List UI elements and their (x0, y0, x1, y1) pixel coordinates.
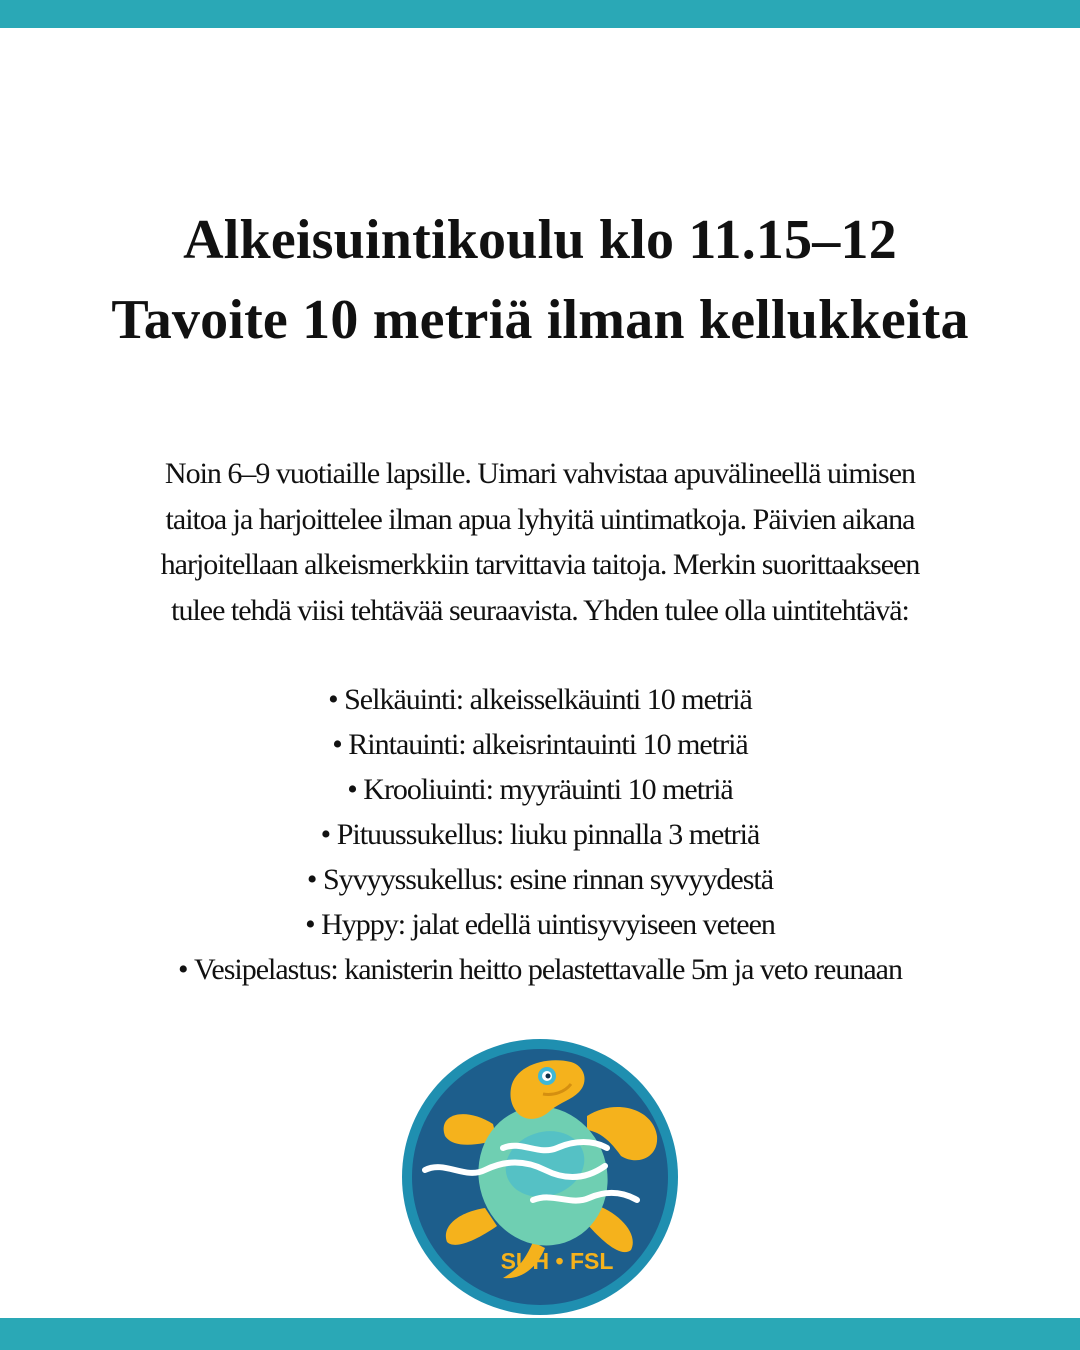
intro-line: tulee tehdä viisi tehtävää seuraavista. Yhden tulee olla uintitehtävä: (171, 593, 909, 627)
task-item-jump: • Hyppy: jalat edellä uintisyvyiseen veteen (0, 902, 1080, 947)
task-item-depth-dive: • Syvyyssukellus: esine rinnan syvyydestä (0, 857, 1080, 902)
page-title (0, 200, 1080, 360)
bottom-accent-bar (0, 1318, 1080, 1350)
turtle-badge-icon (375, 1036, 705, 1318)
task-list (0, 677, 1080, 992)
task-item-crawl: • Krooliuinti: myyräuinti 10 metriä (0, 767, 1080, 812)
intro-line: taitoa ja harjoittelee ilman apua lyhyitä uintimatkoja. Päivien aikana (165, 502, 915, 536)
title-line-1: Alkeisuintikoulu klo 11.15–12 (183, 209, 897, 271)
top-accent-bar (0, 0, 1080, 28)
task-item-water-rescue: • Vesipelastus: kanisterin heitto pelastettavalle 5m ja veto reunaan (0, 947, 1080, 992)
task-item-backstroke: • Selkäuinti: alkeisselkäuinti 10 metriä (0, 677, 1080, 722)
suh-fsl-logo (375, 1036, 705, 1318)
intro-line: Noin 6–9 vuotiaille lapsille. Uimari vahvistaa apuvälineellä uimisen (164, 457, 916, 490)
logo-text: SUH • FSL (500, 1248, 614, 1274)
task-item-breaststroke: • Rintauinti: alkeisrintauinti 10 metriä (0, 722, 1080, 767)
title-line-2: Tavoite 10 metriä ilman kellukkeita (111, 289, 969, 351)
task-item-distance-dive: • Pituussukellus: liuku pinnalla 3 metriä (0, 812, 1080, 857)
intro-paragraph (80, 451, 1000, 633)
intro-line: harjoitellaan alkeismerkkiin tarvittavia taitoja. Merkin suorittaakseen (160, 548, 920, 581)
